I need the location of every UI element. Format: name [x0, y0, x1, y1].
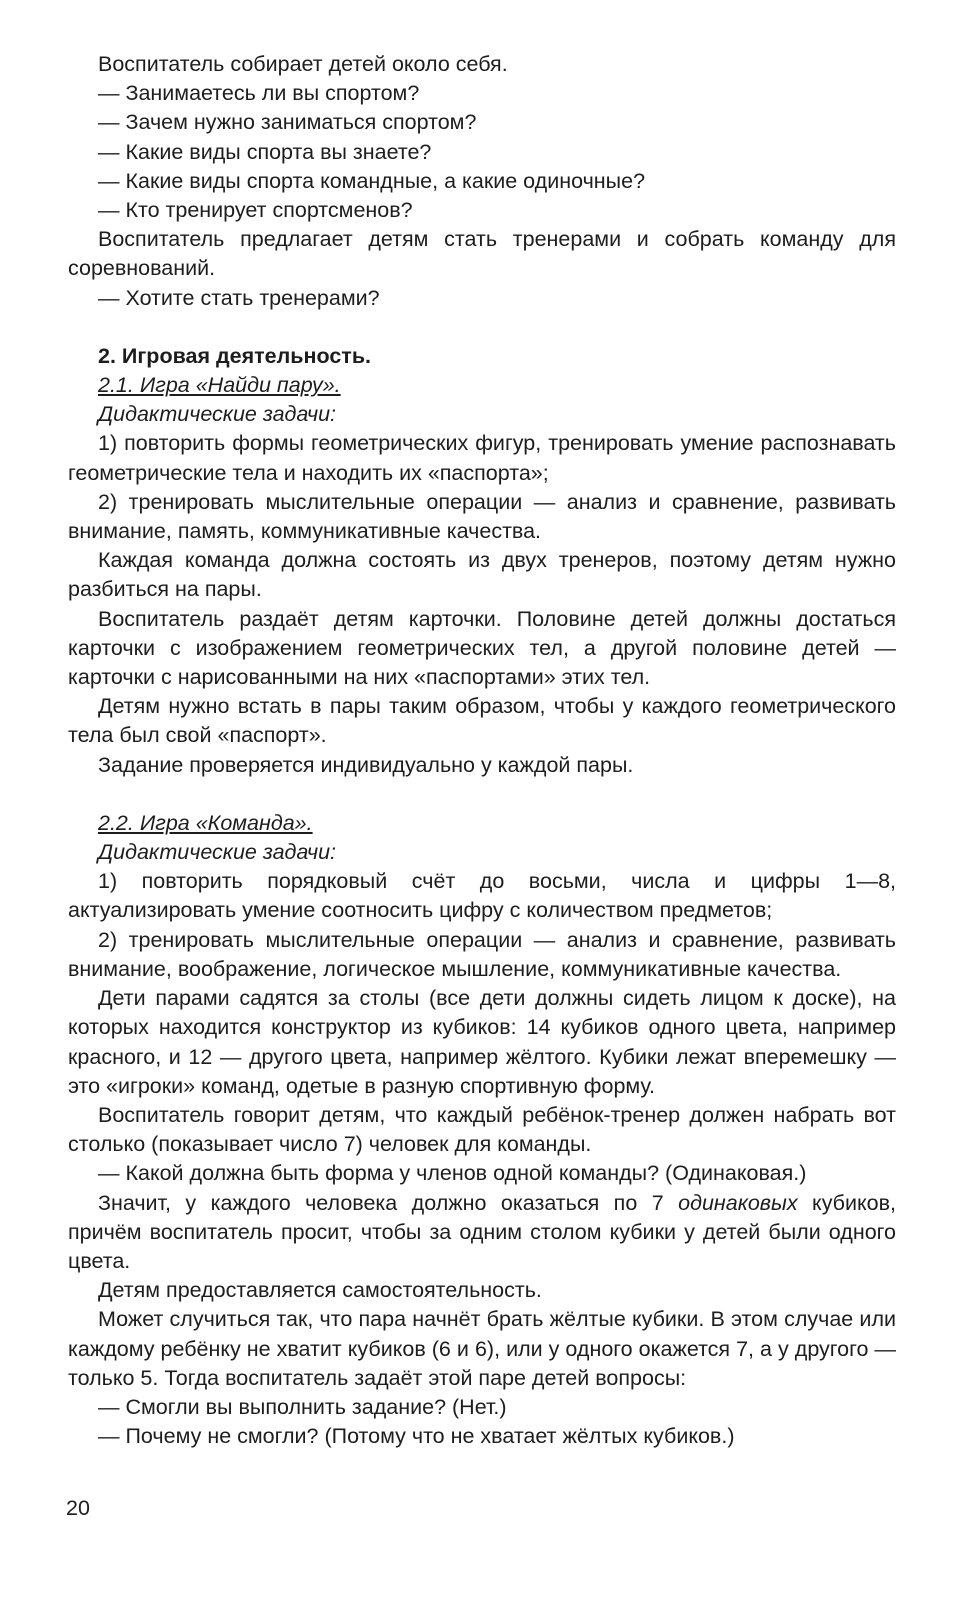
tasks-label: Дидактические задачи: [98, 402, 337, 427]
paragraph: — Занимаетесь ли вы спортом? [98, 81, 420, 106]
paragraph: Может случиться так, что пара начнёт брать жёлтые кубики. В этом случае или каждому ребёнку не хватит кубиков (6 и 6), или у одного окажется 7, а у другого — только 5. Тогда воспитатель задаёт этой паре детей вопросы: [68, 1307, 896, 1390]
paragraph: — Какой должна быть форма у членов одной команды? (Одинаковая.) [98, 1161, 807, 1186]
game-title-text: 2.2. Игра «Команда». [98, 810, 313, 835]
paragraph: — Смогли вы выполнить задание? (Нет.) [98, 1394, 507, 1419]
game-title-text: 2.1. Игра «Найди пару». [98, 373, 341, 398]
paragraph: 1) повторить порядковый счёт до восьми, числа и цифры 1—8, актуализировать умение соотносить цифру с количеством предметов; [68, 869, 896, 923]
paragraph: 2) тренировать мыслительные операции — анализ и сравнение, развивать внимание, память, коммуникативные качества. [68, 489, 896, 544]
paragraph: Детям предоставляется самостоятельность. [98, 1278, 542, 1303]
spacer [68, 780, 896, 809]
paragraph: Воспитатель раздаёт детям карточки. Половине детей должны достаться карточки с изображением геометрических тел, а другой половине детей — карточки с нарисованными на них «паспортами» этих тел. [68, 606, 896, 690]
page-number: 20 [66, 1496, 90, 1520]
text-run: Значит, у каждого человека должно оказаться по 7 [98, 1190, 679, 1215]
game-title [68, 809, 896, 838]
text-run: кубиков, причём воспитатель просит, чтобы за одним столом кубики у детей были одного цвета. [68, 1190, 897, 1273]
paragraph: Каждая команда должна состоять из двух тренеров, поэтому детям нужно разбиться на пары. [68, 548, 896, 602]
paragraph: 2) тренировать мыслительные операции — анализ и сравнение, развивать внимание, воображение, логическое мышление, коммуникативные качества. [68, 927, 896, 981]
paragraph: Задание проверяется индивидуально у каждой пары. [98, 752, 634, 777]
section-heading: 2. Игровая деятельность. [98, 343, 372, 368]
game-title [68, 371, 896, 400]
paragraph: Воспитатель предлагает детям стать тренерами и собрать команду для соревнований. [68, 227, 896, 281]
spacer [68, 313, 896, 342]
paragraph: — Кто тренирует спортсменов? [98, 198, 413, 223]
tasks-label: Дидактические задачи: [98, 840, 337, 865]
paragraph: — Хотите стать тренерами? [98, 285, 380, 310]
paragraph: Воспитатель говорит детям, что каждый ребёнок-тренер должен набрать вот столько (показывает число 7) человек для команды. [68, 1102, 896, 1157]
paragraph: — Зачем нужно заниматься спортом? [98, 110, 477, 135]
paragraph: 1) повторить формы геометрических фигур, тренировать умение распознавать геометрические тела и находить их «паспорта»; [68, 431, 896, 485]
page-text [68, 50, 896, 1451]
text-run-italic: одинаковых [678, 1190, 798, 1215]
paragraph: — Почему не смогли? (Потому что не хватает жёлтых кубиков.) [98, 1424, 735, 1449]
paragraph: Воспитатель собирает детей около себя. [98, 52, 508, 76]
paragraph [68, 1189, 896, 1277]
paragraph: Детям нужно встать в пары таким образом, чтобы у каждого геометрического тела был свой «паспорт». [68, 694, 896, 748]
paragraph: — Какие виды спорта вы знаете? [98, 139, 432, 164]
paragraph: Дети парами садятся за столы (все дети должны сидеть лицом к доске), на которых находится конструктор из кубиков: 14 кубиков одного цвета, например красного, и 12 — другого цвета, например жёлтого. Кубики лежат вперемешку — это «игроки» команд, одетые в разную спортивную форму. [68, 986, 896, 1098]
paragraph: — Какие виды спорта командные, а какие одиночные? [98, 168, 646, 193]
